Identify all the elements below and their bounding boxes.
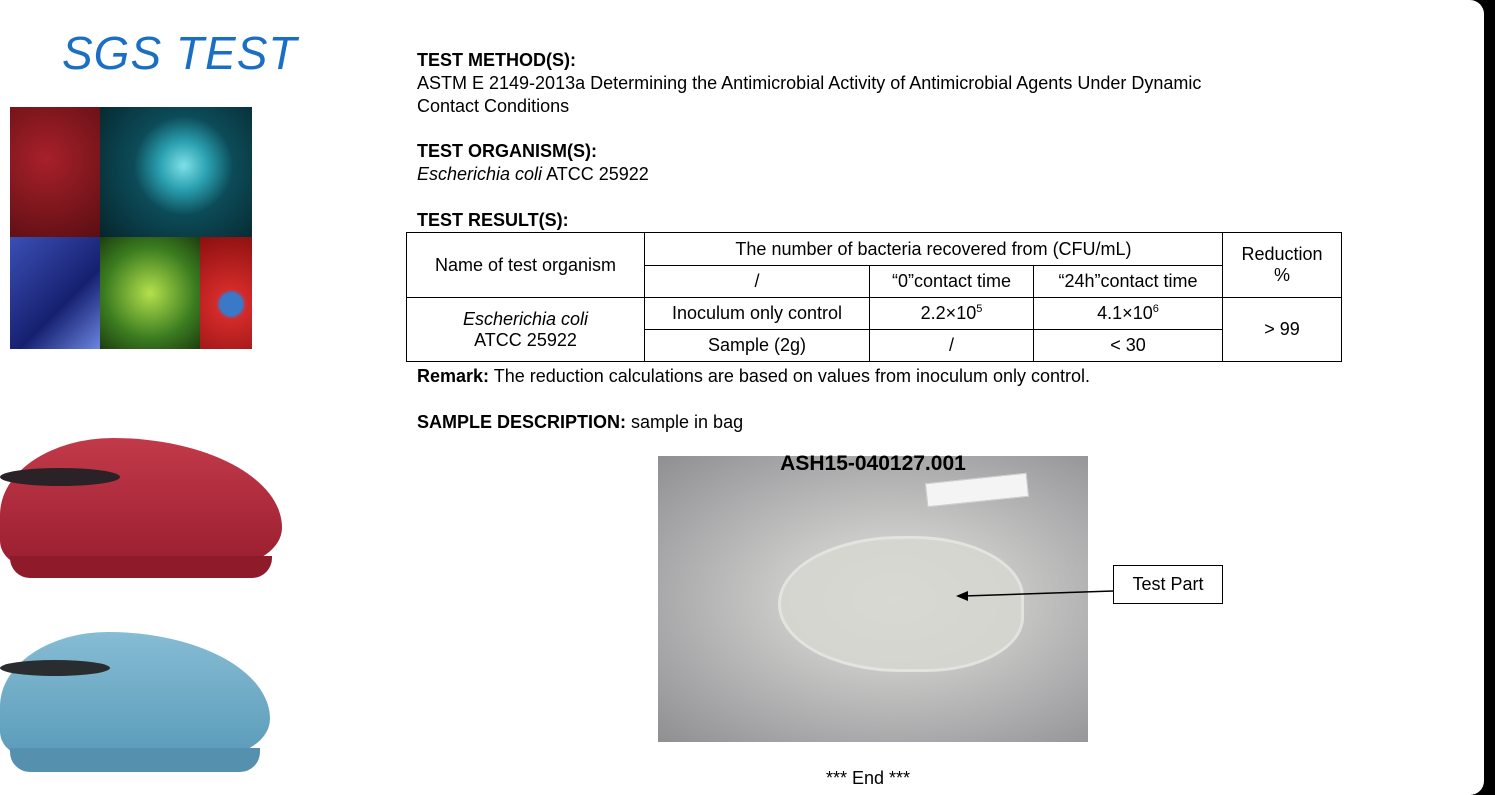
microbe-collage-image bbox=[10, 107, 252, 349]
sgs-test-logo: SGS TEST bbox=[62, 27, 298, 79]
header-0h: “0”contact time bbox=[870, 266, 1034, 298]
row-label: Sample (2g) bbox=[645, 330, 870, 362]
test-method-text-cont: Contact Conditions bbox=[417, 96, 570, 116]
red-clog-image bbox=[0, 438, 282, 580]
header-organism: Name of test organism bbox=[407, 233, 645, 298]
blue-clog-image bbox=[0, 632, 270, 774]
value-cell: $2.2\times 10^5$ bbox=[870, 298, 1034, 330]
header-24h: “24h”contact time bbox=[1034, 266, 1223, 298]
end-marker: *** End *** bbox=[826, 768, 911, 788]
test-method-heading: TEST METHOD(S): bbox=[417, 50, 576, 70]
header-bacteria-recovered: The number of bacteria recovered from (CFU/mL) bbox=[645, 233, 1223, 266]
row-label: Inoculum only control bbox=[645, 298, 870, 330]
value-cell: / bbox=[870, 330, 1034, 362]
value-cell: < 30 bbox=[1034, 330, 1223, 362]
test-part-callout: Test Part bbox=[1113, 565, 1223, 604]
sample-id-label: ASH15-040127.001 bbox=[780, 452, 966, 475]
test-organism-heading: TEST ORGANISM(S): bbox=[417, 141, 597, 161]
test-result-heading: TEST RESULT(S): bbox=[417, 210, 569, 230]
remark: Remark: The reduction calculations are based on values from inoculum only control. bbox=[417, 366, 1091, 386]
test-method-text: ASTM E 2149-2013a Determining the Antimicrobial Activity of Antimicrobial Agents Under Dynamic bbox=[417, 73, 1202, 93]
sample-description: SAMPLE DESCRIPTION: sample in bag bbox=[417, 412, 744, 432]
organism-cell: Escherichia coli ATCC 25922 bbox=[407, 298, 645, 362]
results-table bbox=[406, 232, 1342, 362]
callout-arrow bbox=[940, 580, 1120, 610]
table-row bbox=[407, 298, 1342, 330]
value-cell: $4.1\times 10^6$ bbox=[1034, 298, 1223, 330]
reduction-value: > 99 bbox=[1223, 298, 1342, 362]
header-slash: / bbox=[645, 266, 870, 298]
test-organism-text: Escherichia coli ATCC 25922 bbox=[417, 164, 649, 184]
header-reduction: Reduction % bbox=[1223, 233, 1342, 298]
